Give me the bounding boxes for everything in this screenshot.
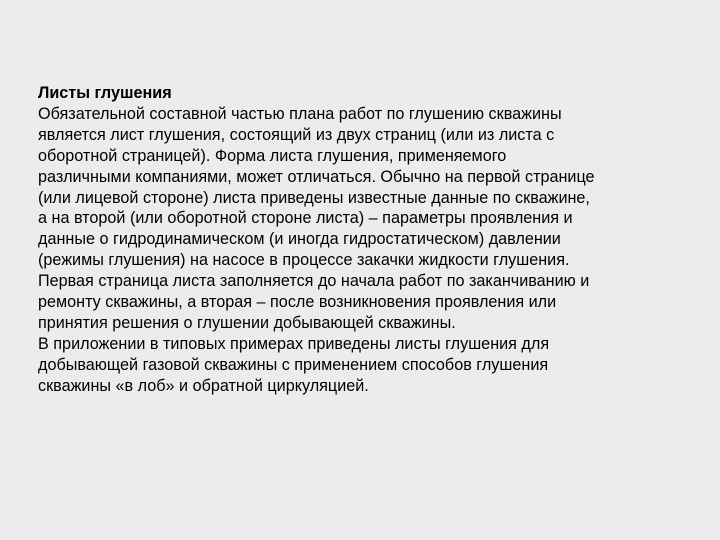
- paragraph-line: (режимы глушения) на насосе в процессе закачки жидкости глушения.: [38, 251, 570, 270]
- slide-text-block: [38, 83, 698, 397]
- paragraph-line: (или лицевой стороне) листа приведены известные данные по скважине,: [38, 188, 590, 207]
- paragraph-line: а на второй (или оборотной стороне листа) – параметры проявления и: [38, 209, 573, 228]
- slide-heading: Листы глушения: [38, 84, 172, 102]
- paragraph-line: Первая страница листа заполняется до начала работ по заканчиванию и: [38, 272, 590, 291]
- paragraph-line: различными компаниями, может отличаться. Обычно на первой странице: [38, 167, 595, 186]
- paragraph-line: является лист глушения, состоящий из двух страниц (или из листа с: [38, 125, 555, 144]
- paragraph-line: данные о гидродинамическом (и иногда гидростатическом) давлении: [38, 230, 561, 249]
- paragraph-line: добывающей газовой скважины с применением способов глушения: [38, 355, 549, 374]
- paragraph-line: скважины «в лоб» и обратной циркуляцией.: [38, 376, 369, 395]
- paragraph-line: оборотной страницей). Форма листа глушения, применяемого: [38, 146, 507, 165]
- paragraph-line: принятия решения о глушении добывающей скважины.: [38, 313, 456, 332]
- paragraph-line: Обязательной составной частью плана работ по глушению скважины: [38, 104, 562, 123]
- paragraph-line: В приложении в типовых примерах приведены листы глушения для: [38, 334, 550, 353]
- paragraph-line: ремонту скважины, а вторая – после возникновения проявления или: [38, 293, 557, 312]
